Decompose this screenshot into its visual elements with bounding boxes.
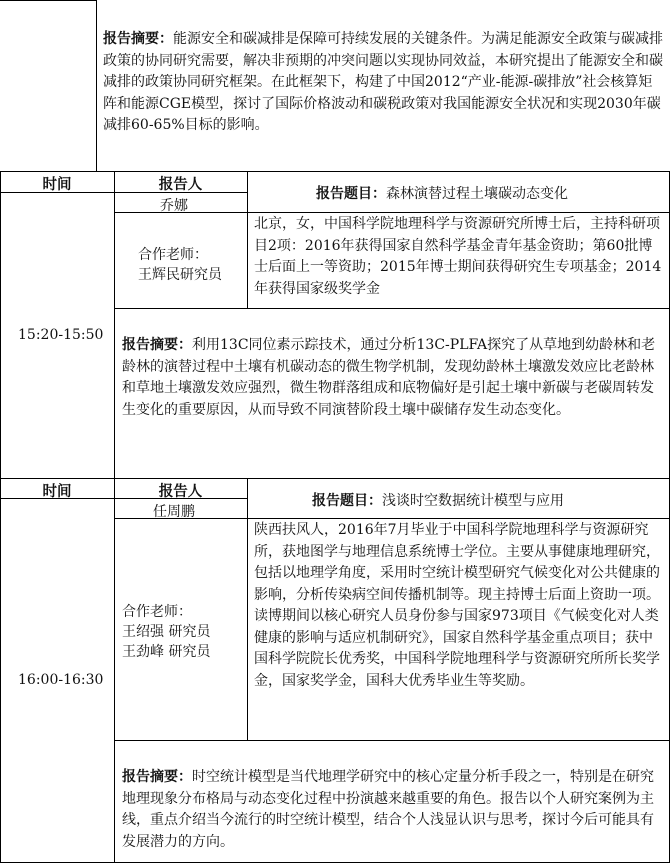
advisor-label: 合作老师： bbox=[122, 604, 192, 620]
bio-text: 陕西扶风人，2016年7月毕业于中国科学院地理科学与资源研究所，获地图学与地理信息系统博士学位。主要从事健康地理研究，包括以地理学角度，采用时空统计模型研究气候变化对公共健康的影响，分析传染病空间传播机制等。现主持博士后面上资助一项。读博期间以核心研究人员身份参与国家973项目《气候变化对人类健康的影响与适应机制研究》，国家自然科学基金重点项目；获中国科学院院长优秀奖，中国科学院地理科学与资源研究所所长奖学金，国家奖学金，国科大优秀毕业生等奖励。 bbox=[254, 522, 660, 689]
block3-name-rule bbox=[114, 518, 670, 519]
advisor-name: 王绍强 研究员 bbox=[122, 624, 211, 640]
bio-text: 北京，女，中国科学院地理科学与资源研究所博士后，主持科研项目2项：2016年获得国家自然科学基金青年基金资助；第60批博士后面上一等资助；2015年博士期间获得研究生专项基金；2014年获得国家级奖学金 bbox=[254, 216, 662, 297]
block3-summary bbox=[122, 767, 662, 853]
advisor-name: 王劲峰 研究员 bbox=[122, 644, 211, 660]
reporter-name: 任周鹏 bbox=[153, 504, 195, 520]
summary-text: 时空统计模型是当代地理学研究中的核心定量分析手段之一，特别是在研究地理现象分布格局与动态变化过程中扮演越来越重要的角色。报告以个人研究案例为主线，重点介绍当今流行的时空统计模型，结合个人浅显认识与思考，探讨今后可能具有发展潜力的方向。 bbox=[122, 769, 654, 850]
summary-text: 利用13C同位素示踪技术，通过分析13C-PLFA探究了从草地到幼龄林和老龄林的演替过程中土壤有机碳动态的微生物学机制，发现幼龄林土壤激发效应比老龄林和草地土壤激发效应强烈，微生物群落组成和底物偏好是引起土壤中新碳与老碳周转发生变化的重要原因，从而导致不同演替阶段土壤中碳储存发生动态变化。 bbox=[122, 337, 656, 418]
block2-time-divider bbox=[114, 171, 115, 478]
block2-summary bbox=[122, 335, 662, 421]
advisor-name: 王辉民研究员 bbox=[138, 267, 222, 283]
block1-left-cell bbox=[0, 0, 97, 171]
summary-text: 能源安全和碳减排是保障可持续发展的关键条件。为满足能源安全政策与碳减排政策的协同研究需要，解决非预期的冲突问题以实现协同效益，本研究提出了能源安全和碳减排的政策协同研究框架。在此框架下，构建了中国2012“产业-能源-碳排放”社会核算矩阵和能源CGE模型，探讨了国际价格波动和碳税政策对我国能源安全状况和实现2030年碳减排60-65%目标的影响。 bbox=[103, 31, 663, 133]
summary-label: 报告摘要： bbox=[122, 337, 192, 353]
block2-reporter-divider bbox=[247, 171, 248, 308]
report-title-label: 报告题目： bbox=[316, 186, 386, 202]
time-slot: 16:00-16:30 bbox=[18, 672, 104, 688]
block1-top-rule bbox=[0, 0, 97, 1]
block3-bio-rule bbox=[114, 740, 670, 741]
block3-time-divider bbox=[114, 478, 115, 863]
reporter-name: 乔娜 bbox=[160, 198, 188, 214]
report-title-text: 浅谈时空数据统计模型与应用 bbox=[382, 493, 564, 509]
block2-bio-rule bbox=[114, 308, 670, 309]
block2-name-rule bbox=[114, 212, 670, 213]
reporter-header: 报告人 bbox=[158, 483, 203, 500]
advisor-label: 合作老师： bbox=[138, 247, 208, 263]
time-slot: 15:20-15:50 bbox=[18, 327, 104, 343]
block1-summary bbox=[103, 29, 663, 137]
report-title-text: 森林演替过程土壤碳动态变化 bbox=[386, 186, 568, 202]
summary-label: 报告摘要： bbox=[103, 31, 173, 47]
reporter-header: 报告人 bbox=[158, 176, 203, 193]
report-title-label: 报告题目： bbox=[312, 493, 382, 509]
summary-label: 报告摘要： bbox=[122, 769, 192, 785]
time-header: 时间 bbox=[42, 483, 72, 500]
report-title bbox=[312, 490, 564, 510]
time-header: 时间 bbox=[42, 176, 72, 193]
report-title bbox=[316, 183, 568, 203]
